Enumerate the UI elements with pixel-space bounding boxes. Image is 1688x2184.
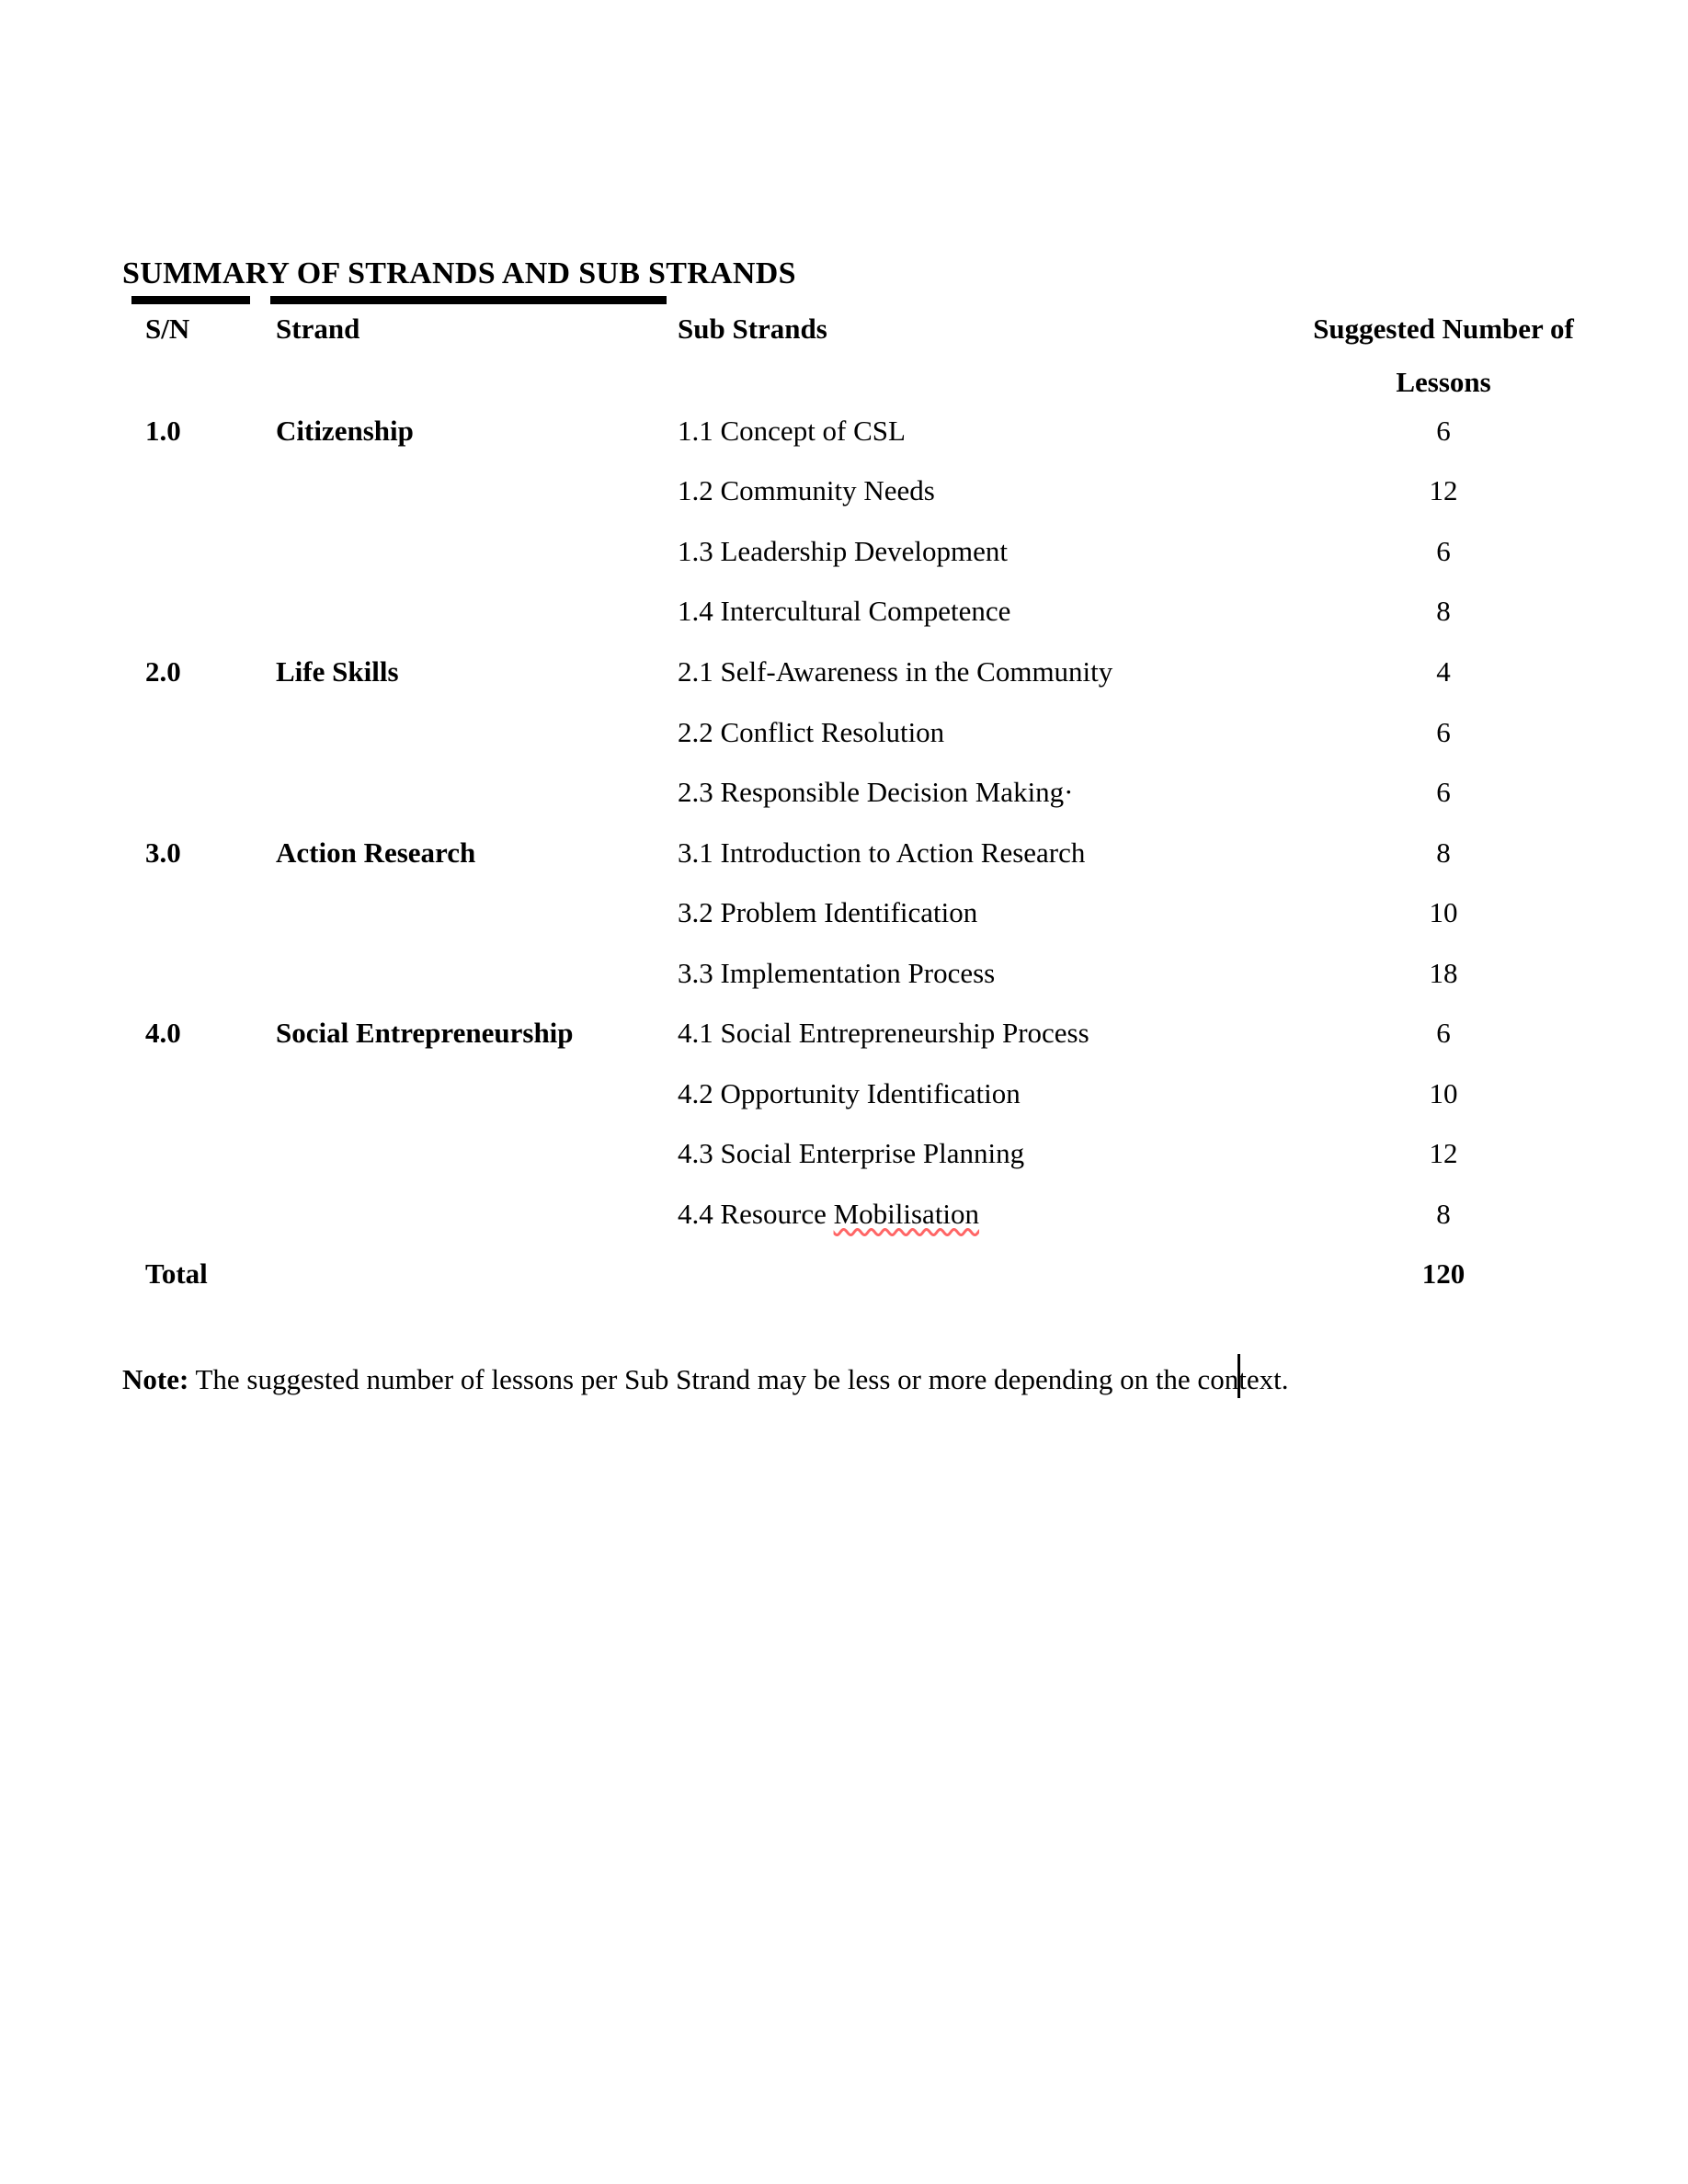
column-header-sub-strands: Sub Strands <box>678 313 827 345</box>
note-text-after-caret: text. <box>1238 1363 1289 1395</box>
table-row <box>0 592 1688 631</box>
page-title: SUMMARY OF STRANDS AND SUB STRANDS <box>122 256 796 290</box>
cell-sn: 2.0 <box>145 655 181 688</box>
table-header-row <box>0 310 1688 348</box>
cell-lessons: 4 <box>1436 655 1451 688</box>
table-row <box>0 653 1688 691</box>
cell-lessons: 6 <box>1436 1017 1451 1049</box>
table-row <box>0 713 1688 752</box>
cell-sub-strand: 1.3 Leadership Development <box>678 535 1008 567</box>
table-total-row <box>0 1255 1688 1293</box>
misspelled-word: Mobilisation <box>833 1198 980 1230</box>
table-row <box>0 1134 1688 1173</box>
column-header-sn: S/N <box>145 313 190 345</box>
cell-sn: 1.0 <box>145 415 181 447</box>
cell-sub-strand: 4.2 Opportunity Identification <box>678 1077 1021 1109</box>
cell-strand: Action Research <box>276 836 476 869</box>
cell-sub-strand: 2.2 Conflict Resolution <box>678 716 945 748</box>
cell-sub-strand: 4.1 Social Entrepreneurship Process <box>678 1017 1089 1049</box>
cell-sub-strand <box>678 1195 979 1234</box>
table-row <box>0 954 1688 993</box>
table-row <box>0 1014 1688 1052</box>
cell-lessons: 8 <box>1436 595 1451 627</box>
table-row <box>0 1195 1688 1234</box>
cell-lessons: 12 <box>1429 474 1458 506</box>
cell-lessons: 8 <box>1436 836 1451 869</box>
cell-lessons: 6 <box>1436 716 1451 748</box>
cell-sub-strand: 3.3 Implementation Process <box>678 957 996 989</box>
cell-lessons: 8 <box>1436 1198 1451 1230</box>
cell-lessons: 6 <box>1436 415 1451 447</box>
title-underline-segment-2 <box>270 296 667 304</box>
cell-lessons: 6 <box>1436 535 1451 567</box>
cell-strand: Life Skills <box>276 655 399 688</box>
column-header-lessons-line2: Lessons <box>1396 366 1491 398</box>
cell-sub-strand: 1.1 Concept of CSL <box>678 415 906 447</box>
cell-sub-strand: 2.3 Responsible Decision Making· <box>678 776 1074 808</box>
note-line <box>122 1360 1288 1399</box>
cell-lessons: 10 <box>1429 896 1458 928</box>
cell-sub-strand: 3.2 Problem Identification <box>678 896 978 928</box>
cell-strand: Social Entrepreneurship <box>276 1017 574 1049</box>
table-header-row-line2 <box>0 363 1688 402</box>
cell-sn: 3.0 <box>145 836 181 869</box>
note-label: Note: <box>122 1363 189 1395</box>
note-text-before-caret: The suggested number of lessons per Sub Strand may be less or more depending on the con <box>188 1363 1239 1395</box>
table-row <box>0 773 1688 812</box>
cell-sub-strand: 2.1 Self-Awareness in the Community <box>678 655 1113 688</box>
total-value: 120 <box>1421 1257 1466 1290</box>
table-row <box>0 412 1688 450</box>
cell-sub-strand: 4.3 Social Enterprise Planning <box>678 1137 1025 1169</box>
column-header-strand: Strand <box>276 313 360 345</box>
cell-lessons: 18 <box>1429 957 1458 989</box>
table-row <box>0 472 1688 510</box>
cell-lessons: 10 <box>1429 1077 1458 1109</box>
cell-sub-strand: 1.2 Community Needs <box>678 474 935 506</box>
table-row <box>0 1075 1688 1113</box>
title-underline-segment-1 <box>131 296 250 304</box>
cell-strand: Citizenship <box>276 415 414 447</box>
cell-lessons: 6 <box>1436 776 1451 808</box>
column-header-lessons-line1: Suggested Number of <box>1313 313 1574 345</box>
cell-lessons: 12 <box>1429 1137 1458 1169</box>
cell-sn: 4.0 <box>145 1017 181 1049</box>
sub-strand-text: 4.4 Resource <box>678 1198 834 1230</box>
table-row <box>0 834 1688 872</box>
table-row <box>0 532 1688 571</box>
cell-sub-strand: 3.1 Introduction to Action Research <box>678 836 1086 869</box>
cell-sub-strand: 1.4 Intercultural Competence <box>678 595 1011 627</box>
table-row <box>0 893 1688 932</box>
total-label: Total <box>145 1257 208 1290</box>
